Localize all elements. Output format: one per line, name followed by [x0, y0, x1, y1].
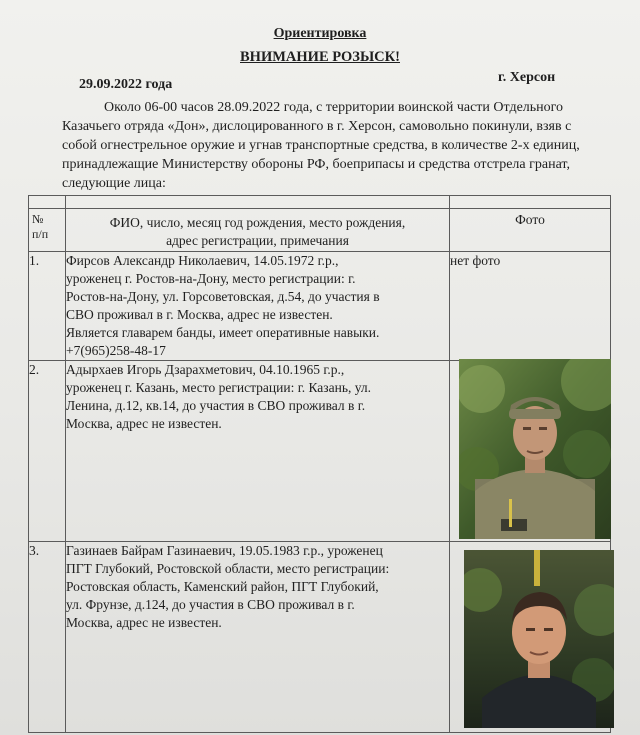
intro-line: принадлежащие Министерству обороны РФ, боеприпасы и средства отстрела гранат,: [62, 157, 570, 172]
row-detail-line: Фирсов Александр Николаевич, 14.05.1972 г.р.,: [66, 253, 339, 268]
table-row: [29, 252, 611, 361]
table-header-row: [29, 209, 611, 252]
portrait-photo: [464, 550, 614, 728]
row-number: 3.: [29, 542, 66, 733]
document-title: Ориентировка: [273, 26, 367, 41]
row-number: 1.: [29, 252, 66, 361]
row-photo-cell: [450, 542, 611, 733]
row-detail-line: СВО проживал в г. Москва, адрес не известен.: [66, 307, 333, 322]
column-header-photo: Фото: [450, 209, 611, 252]
intro-line: следующие лица:: [62, 176, 166, 191]
document-city: г. Херсон: [498, 70, 556, 85]
column-header-fio-line: адрес регистрации, примечания: [166, 233, 349, 248]
row-detail-line: Ростов-на-Дону, ул. Горсоветовская, д.54, до участия в: [66, 289, 380, 304]
row-detail-line: уроженец г. Казань, место регистрации: г. Казань, ул.: [66, 380, 372, 395]
row-detail-line: Газинаев Байрам Газинаевич, 19.05.1983 г.р., уроженец: [66, 543, 383, 558]
intro-line: собой огнестрельное оружие и угнав транспортные средства, в количестве 2-х единиц,: [62, 138, 580, 153]
column-header-fio-line: ФИО, число, месяц год рождения, место рождения,: [109, 215, 406, 230]
intro-line: Около 06-00 часов 28.09.2022 года, с территории воинской части Отдельного: [104, 100, 564, 115]
row-detail-line: Москва, адрес не известен.: [66, 615, 222, 630]
row-detail-line: +7(965)258-48-17: [66, 343, 166, 358]
row-photo-cell: [450, 361, 611, 542]
column-header-number: [29, 209, 66, 252]
table-row: [29, 542, 611, 733]
row-detail-line: Москва, адрес не известен.: [66, 416, 222, 431]
intro-line: Казачьего отряда «Дон», дислоцированного в г. Херсон, самовольно покинули, взяв с: [62, 119, 572, 134]
wanted-table: [28, 195, 611, 733]
row-detail-line: Адырхаев Игорь Дзарахметович, 04.10.1965 г.р.,: [66, 362, 345, 377]
no-photo-label: нет фото: [450, 253, 501, 268]
row-detail-line: уроженец г. Ростов-на-Дону, место регистрации: г.: [66, 271, 356, 286]
table-row: [29, 361, 611, 542]
column-header-number-line: №: [32, 212, 44, 226]
document-date: 29.09.2022 года: [79, 77, 173, 92]
document-subtitle: ВНИМАНИЕ РОЗЫСК!: [240, 49, 400, 65]
column-header-fio: [66, 209, 450, 252]
intro-paragraph: [62, 98, 622, 193]
table-top-strip: [29, 196, 611, 209]
row-photo-cell: [450, 252, 611, 361]
column-header-number-line: п/п: [32, 227, 49, 241]
row-details: [66, 252, 450, 361]
portrait-photo: [459, 359, 611, 539]
row-details: [66, 542, 450, 733]
row-detail-line: Ростовская область, Каменский район, ПГТ Глубокий,: [66, 579, 379, 594]
row-number: 2.: [29, 361, 66, 542]
row-detail-line: Ленина, д.12, кв.14, до участия в СВО проживал в г.: [66, 398, 366, 413]
row-detail-line: ул. Фрунзе, д.124, до участия в СВО проживал в г.: [66, 597, 355, 612]
row-detail-line: Является главарем банды, имеет оперативные навыки.: [66, 325, 380, 340]
row-details: [66, 361, 450, 542]
row-detail-line: ПГТ Глубокий, Ростовской области, место регистрации:: [66, 561, 390, 576]
